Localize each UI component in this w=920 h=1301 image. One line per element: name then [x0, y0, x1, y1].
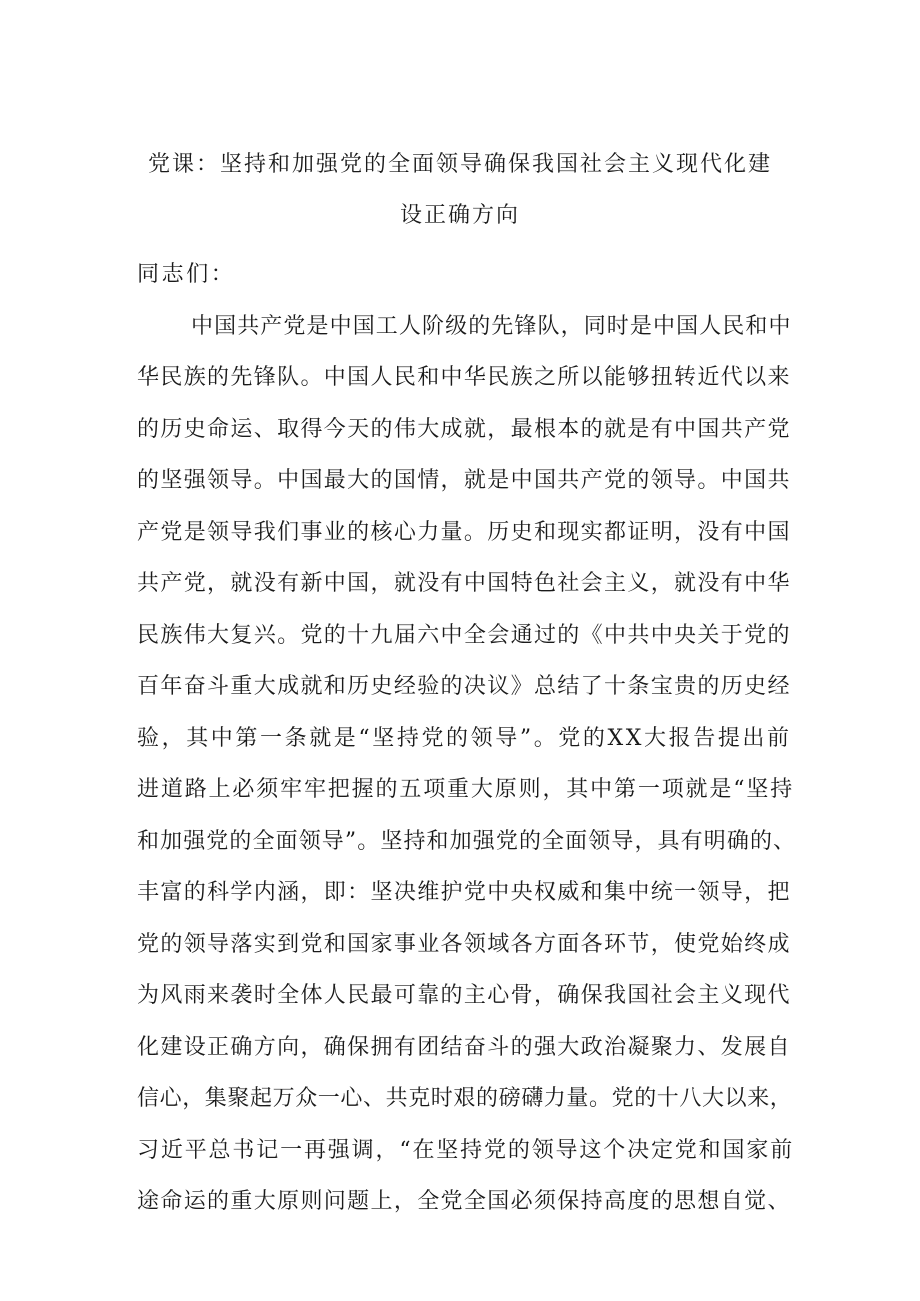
paragraph-line: 华民族的先锋队。中国人民和中华民族之所以能够扭转近代以来: [137, 365, 791, 390]
paragraph-line: 的坚强领导。中国最大的国情，就是中国共产党的领导。中国共: [137, 468, 791, 493]
paragraph-line: 验，其中第一条就是“坚持党的领导”。党的XX大报告提出前: [137, 726, 792, 751]
paragraph-line: 进道路上必须牢牢把握的五项重大原则，其中第一项就是“坚持: [137, 777, 795, 802]
paragraph-line: 丰富的科学内涵，即：坚决维护党中央权威和集中统一领导，把: [137, 880, 791, 905]
paragraph-line: 共产党，就没有新中国，就没有中国特色社会主义，就没有中华: [137, 571, 791, 596]
document-title-line-1: 党课：坚持和加强党的全面领导确保我国社会主义现代化建: [147, 152, 772, 177]
paragraph-line: 产党是领导我们事业的核心力量。历史和现实都证明，没有中国: [137, 520, 791, 545]
document-title-line-2: 设正确方向: [399, 203, 520, 228]
paragraph-line: 途命运的重大原则问题上，全党全国必须保持高度的思想自觉、: [137, 1189, 791, 1214]
paragraph-line: 中国共产党是中国工人阶级的先锋队，同时是中国人民和中: [191, 314, 792, 339]
salutation: 同志们：: [137, 262, 236, 287]
paragraph-line: 化建设正确方向，确保拥有团结奋斗的强大政治凝聚力、发展自: [137, 1035, 791, 1060]
paragraph-line: 为风雨来袭时全体人民最可靠的主心骨，确保我国社会主义现代: [137, 983, 791, 1008]
paragraph-line: 信心，集聚起万众一心、共克时艰的磅礴力量。党的十八大以来，: [137, 1086, 793, 1111]
paragraph-line: 习近平总书记一再强调，“在坚持党的领导这个决定党和国家前: [137, 1138, 795, 1163]
paragraph-line: 民族伟大复兴。党的十九届六中全会通过的《中共中央关于党的: [137, 623, 791, 648]
paragraph-line: 的历史命运、取得今天的伟大成就，最根本的就是有中国共产党: [137, 417, 791, 442]
paragraph-line: 党的领导落实到党和国家事业各领域各方面各环节，使党始终成: [137, 932, 791, 957]
paragraph-line: 百年奋斗重大成就和历史经验的决议》总结了十条宝贵的历史经: [137, 674, 791, 699]
paragraph-line: 和加强党的全面领导”。坚持和加强党的全面领导，具有明确的、: [137, 829, 797, 854]
